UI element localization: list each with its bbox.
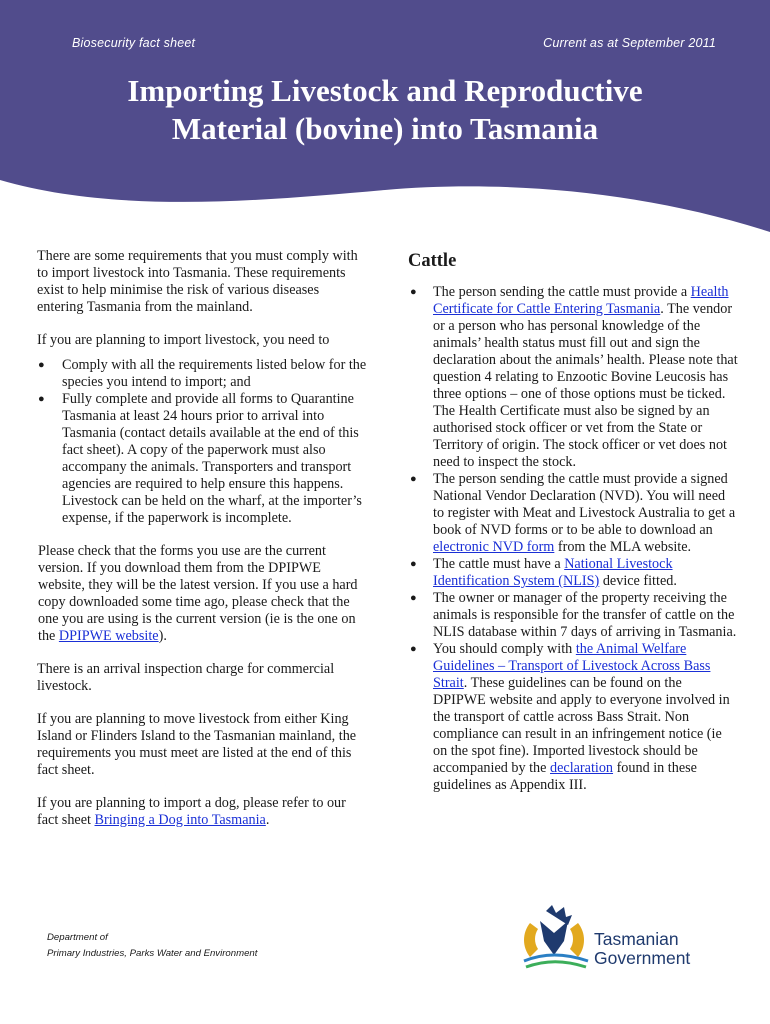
header-band: [0, 0, 770, 232]
bullet-icon: ●: [410, 473, 417, 485]
date-label: Current as at September 2011: [543, 36, 716, 50]
inspection-charge-paragraph: There is an arrival inspection charge for commercial livestock.: [37, 661, 335, 694]
bullet-icon: ●: [410, 643, 417, 655]
list-item: ● The owner or manager of the property receiving the animals is responsible for the transfer of cattle on the NLIS database within 7 days of arriving in Tasmania.: [410, 590, 737, 640]
bullet-icon: ●: [410, 592, 417, 604]
page-title: [0, 72, 770, 148]
nlis-link[interactable]: National Livestock Identification System (NLIS): [433, 556, 673, 589]
bullet-icon: ●: [38, 359, 45, 371]
planning-paragraph: If you are planning to import livestock, you need to: [37, 332, 330, 348]
dpipwe-website-link[interactable]: DPIPWE website: [58, 628, 159, 644]
cattle-heading: Cattle: [408, 251, 457, 271]
list-item: ● Comply with all the requirements listed below for the species you intend to import; and: [38, 357, 367, 390]
bullet-icon: ●: [410, 286, 417, 298]
health-certificate-link[interactable]: Health Certificate for Cattle Entering Tasmania: [433, 284, 729, 317]
electronic-nvd-link[interactable]: electronic NVD form: [433, 539, 555, 555]
bullet-icon: ●: [38, 393, 45, 405]
department-name: Department of Primary Industries, Parks Water and Environment: [47, 932, 258, 959]
list-item: ● Fully complete and provide all forms to Quarantine Tasmania at least 24 hours prior to arrival into Tasmania (contact details available at the end of this fact sheet). A copy of the paperwork must also accompany the animals. Transporters and transport agencies are required to help ensure this happens. Livestock can be held on the wharf, at the importer’s expense, if the paperwork is incomplete.: [38, 391, 362, 526]
animal-welfare-guidelines-link[interactable]: the Animal Welfare Guidelines – Transport of Livestock Across Bass Strait: [433, 641, 711, 691]
fact-sheet-label: Biosecurity fact sheet: [72, 36, 196, 50]
cattle-requirements-list: [408, 284, 738, 794]
intro-paragraph: There are some requirements that you must comply with to import livestock into Tasmania. These requirements exist to help minimise the risk of various diseases entering Tasmania from the mainland.: [37, 248, 358, 315]
declaration-link[interactable]: declaration: [550, 760, 614, 776]
list-item: ● The person sending the cattle must provide a signed National Vendor Declaration (NVD). You will need to register with Meat and Livestock Australia to get a book of NVD forms or to be able to download an electronic NVD form from the MLA website.: [410, 471, 736, 555]
logo-wordmark: Tasmanian Government: [594, 929, 691, 968]
islands-paragraph: If you are planning to move livestock from either King Island or Flinders Island to the Tasmanian mainland, the requirements you must meet are listed at the end of this fact sheet.: [37, 711, 357, 778]
title-line-2: Material (bovine) into Tasmania: [171, 111, 599, 146]
right-column: [408, 248, 738, 810]
dog-paragraph: If you are planning to import a dog, please refer to our fact sheet Bringing a Dog into Tasmania.: [37, 795, 346, 828]
bringing-dog-link[interactable]: Bringing a Dog into Tasmania: [94, 812, 266, 828]
list-item: ● The person sending the cattle must provide a Health Certificate for Cattle Entering Tasmania. The vendor or a person who has personal knowledge of the animals’ health status must fill out and sign the declaration about the animals’ health. Please note that question 4 relating to Enzootic Bovine Leucosis has three options – one of those options must be ticked. The Health Certificate must also be signed by an authorised stock officer or vet from the State or Territory of origin. The stock officer or vet does not need to inspect the stock.: [410, 284, 738, 470]
list-item: ● The cattle must have a National Livestock Identification System (NLIS) device fitted.: [410, 556, 677, 589]
list-item: ● You should comply with the Animal Welfare Guidelines – Transport of Livestock Across Bass Strait. These guidelines can be found on the DPIPWE website and apply to everyone involved in the transport of cattle across Bass Strait. Non compliance can result in an infringement notice (ie on the spot fine). Imported livestock should be accompanied by the declaration found in these guidelines as Appendix III.: [410, 641, 730, 793]
requirements-list: [37, 357, 367, 527]
left-column: [37, 248, 367, 845]
title-line-1: Importing Livestock and Reproductive: [127, 73, 643, 108]
forms-version-paragraph: Please check that the forms you use are the current version. If you download them from the DPIPWE website, they will be the latest version. If you use a hard copy downloaded some time ago, please check that the one you are using is the current version (ie is the one on the DPIPWE website).: [38, 543, 358, 644]
bullet-icon: ●: [410, 558, 417, 570]
